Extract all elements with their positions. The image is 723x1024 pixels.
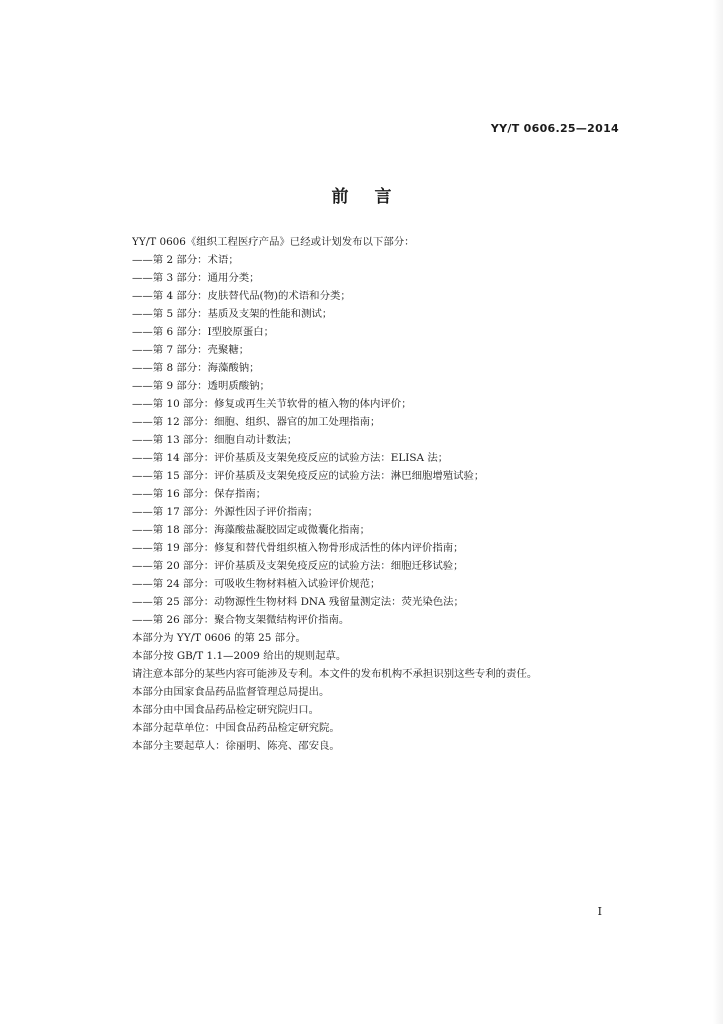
- statement-line: 本部分按 GB/T 1.1—2009 给出的规则起草。: [132, 650, 347, 662]
- page-edge-shadow: [713, 0, 723, 1024]
- list-item: ——第 26 部分：聚合物支架微结构评价指南。: [132, 614, 350, 626]
- list-item: ——第 5 部分：基质及支架的性能和测试；: [132, 308, 333, 320]
- list-item: ——第 10 部分：修复或再生关节软骨的植入物的体内评价；: [132, 398, 412, 410]
- parts-list: [132, 251, 652, 629]
- list-item: ——第 15 部分：评价基质及支架免疫反应的试验方法：淋巴细胞增殖试验；: [132, 470, 485, 482]
- statement-line: 请注意本部分的某些内容可能涉及专利。本文件的发布机构不承担识别这些专利的责任。: [132, 668, 538, 680]
- list-item: ——第 9 部分：透明质酸钠；: [132, 380, 270, 392]
- statement-line: 本部分起草单位：中国食品药品检定研究院。: [132, 722, 340, 734]
- list-item: ——第 2 部分：术语；: [132, 254, 239, 266]
- list-item: ——第 14 部分：评价基质及支架免疫反应的试验方法：ELISA 法；: [132, 452, 449, 464]
- list-item: ——第 7 部分：壳聚糖；: [132, 344, 250, 356]
- standard-number: YY/T 0606.25—2014: [490, 122, 619, 135]
- list-item: ——第 12 部分：细胞、组织、器官的加工处理指南；: [132, 416, 381, 428]
- list-item: ——第 19 部分：修复和替代骨组织植入物骨形成活性的体内评价指南；: [132, 542, 464, 554]
- list-item: ——第 3 部分：通用分类；: [132, 272, 260, 284]
- list-item: ——第 4 部分：皮肤替代品(物)的术语和分类；: [132, 290, 351, 302]
- page-title: 前言: [331, 187, 418, 207]
- statement-line: 本部分为 YY/T 0606 的第 25 部分。: [132, 632, 306, 644]
- list-item: ——第 20 部分：评价基质及支架免疫反应的试验方法：细胞迁移试验；: [132, 560, 464, 572]
- statement-line: 本部分由国家食品药品监督管理总局提出。: [132, 686, 330, 698]
- page-number: I: [597, 905, 602, 918]
- list-item: ——第 18 部分：海藻酸盐凝胶固定或微囊化指南；: [132, 524, 371, 536]
- foreword-body: [132, 233, 652, 755]
- list-item: ——第 17 部分：外源性因子评价指南；: [132, 506, 319, 518]
- list-item: ——第 16 部分：保存指南；: [132, 488, 267, 500]
- list-item: ——第 6 部分：Ⅰ型胶原蛋白；: [132, 326, 275, 338]
- list-item: ——第 8 部分：海藻酸钠；: [132, 362, 260, 374]
- list-item: ——第 25 部分：动物源性生物材料 DNA 残留量测定法：荧光染色法；: [132, 596, 464, 608]
- statement-line: 本部分由中国食品药品检定研究院归口。: [132, 704, 320, 716]
- statements: [132, 629, 652, 755]
- list-item: ——第 13 部分：细胞自动计数法；: [132, 434, 298, 446]
- statement-line: 本部分主要起草人：徐丽明、陈亮、邵安良。: [132, 740, 340, 752]
- intro-line: YY/T 0606《组织工程医疗产品》已经或计划发布以下部分：: [132, 236, 415, 248]
- list-item: ——第 24 部分：可吸收生物材料植入试验评价规范；: [132, 578, 381, 590]
